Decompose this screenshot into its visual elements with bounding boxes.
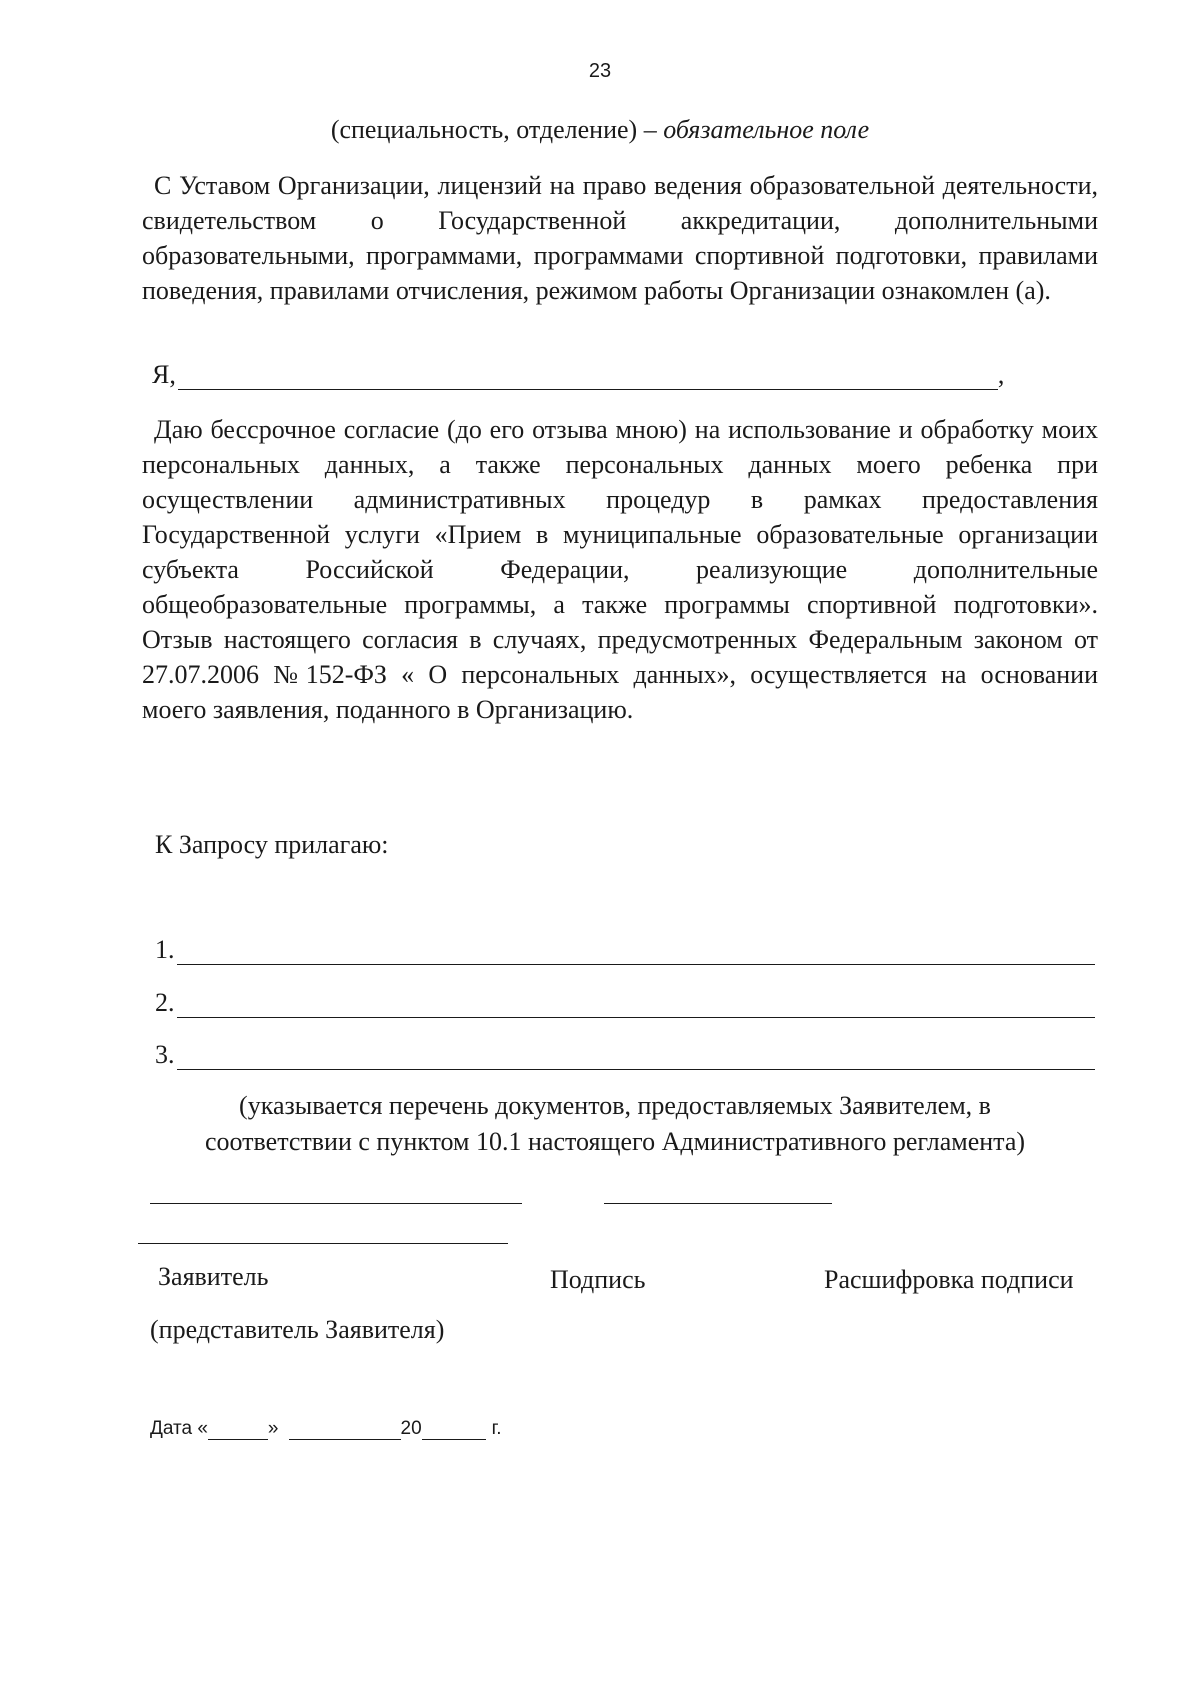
applicant-name-row xyxy=(152,360,1004,390)
attachment-row xyxy=(155,988,1095,1018)
attachment-field[interactable] xyxy=(177,989,1095,1018)
attachment-number: 3. xyxy=(155,1040,175,1069)
attachment-number: 1. xyxy=(155,935,175,964)
required-field-note: обязательное поле xyxy=(663,115,870,144)
date-day-field[interactable] xyxy=(208,1421,268,1440)
date-year-suffix: г. xyxy=(491,1418,502,1439)
applicant-name-signature-field[interactable] xyxy=(150,1203,522,1204)
date-close-quote: » xyxy=(267,1418,279,1439)
attachment-number: 2. xyxy=(155,988,175,1017)
applicant-label: Заявитель xyxy=(158,1262,269,1291)
field-caption xyxy=(0,115,1200,145)
attachments-heading: К Запросу прилагаю: xyxy=(155,830,389,859)
field-caption-text: (специальность, отделение) – xyxy=(330,115,664,144)
attachment-field[interactable] xyxy=(177,936,1095,965)
representative-field[interactable] xyxy=(138,1243,508,1244)
attachments-note xyxy=(0,1088,1200,1160)
attachments-note-line: соответствии с пунктом 10.1 настоящего Административного регламента) xyxy=(204,1127,1026,1156)
applicant-name-prefix: Я, xyxy=(152,360,176,389)
signature-field[interactable] xyxy=(604,1203,832,1204)
applicant-name-field[interactable] xyxy=(178,361,998,390)
attachment-row xyxy=(155,935,1095,965)
date-century: 20 xyxy=(400,1418,422,1439)
date-month-field[interactable] xyxy=(289,1421,401,1440)
acquaintance-paragraph: С Уставом Организации, лицензий на право ведения образовательной деятельности, свидетельством о Государственной аккредитации, дополнительными образовательными, программами, программами спортивной подготовки, правилами поведения, правилами отчисления, режимом работы Организации ознакомлен (а). xyxy=(142,171,1098,305)
representative-label: (представитель Заявителя) xyxy=(150,1315,445,1344)
page-number: 23 xyxy=(588,60,612,82)
date-year-field[interactable] xyxy=(422,1421,486,1440)
attachment-field[interactable] xyxy=(177,1041,1095,1070)
signature-label: Подпись xyxy=(550,1265,646,1294)
date-label: Дата « xyxy=(150,1418,208,1439)
consent-paragraph: Даю бессрочное согласие (до его отзыва мною) на использование и обработку моих персональных данных, а также персональных данных моего ребенка при осуществлении административных процедур в рамках предоставления Государственной услуги «Прием в муниципальные образовательные организации субъекта Российской Федерации, реализующие дополнительные общеобразовательные программы, а также программы спортивной подготовки». Отзыв настоящего согласия в случаях, предусмотренных Федеральным законом от 27.07.2006 №152-ФЗ « О персональных данных», осуществляется на основании моего заявления, поданного в Организацию. xyxy=(142,415,1098,724)
attachment-row xyxy=(155,1040,1095,1070)
applicant-name-suffix: , xyxy=(997,360,1005,389)
signature-decoding-label: Расшифровка подписи xyxy=(824,1265,1074,1294)
date-row xyxy=(150,1418,502,1440)
attachments-note-line: (указывается перечень документов, предоставляемых Заявителем, в xyxy=(239,1091,991,1120)
